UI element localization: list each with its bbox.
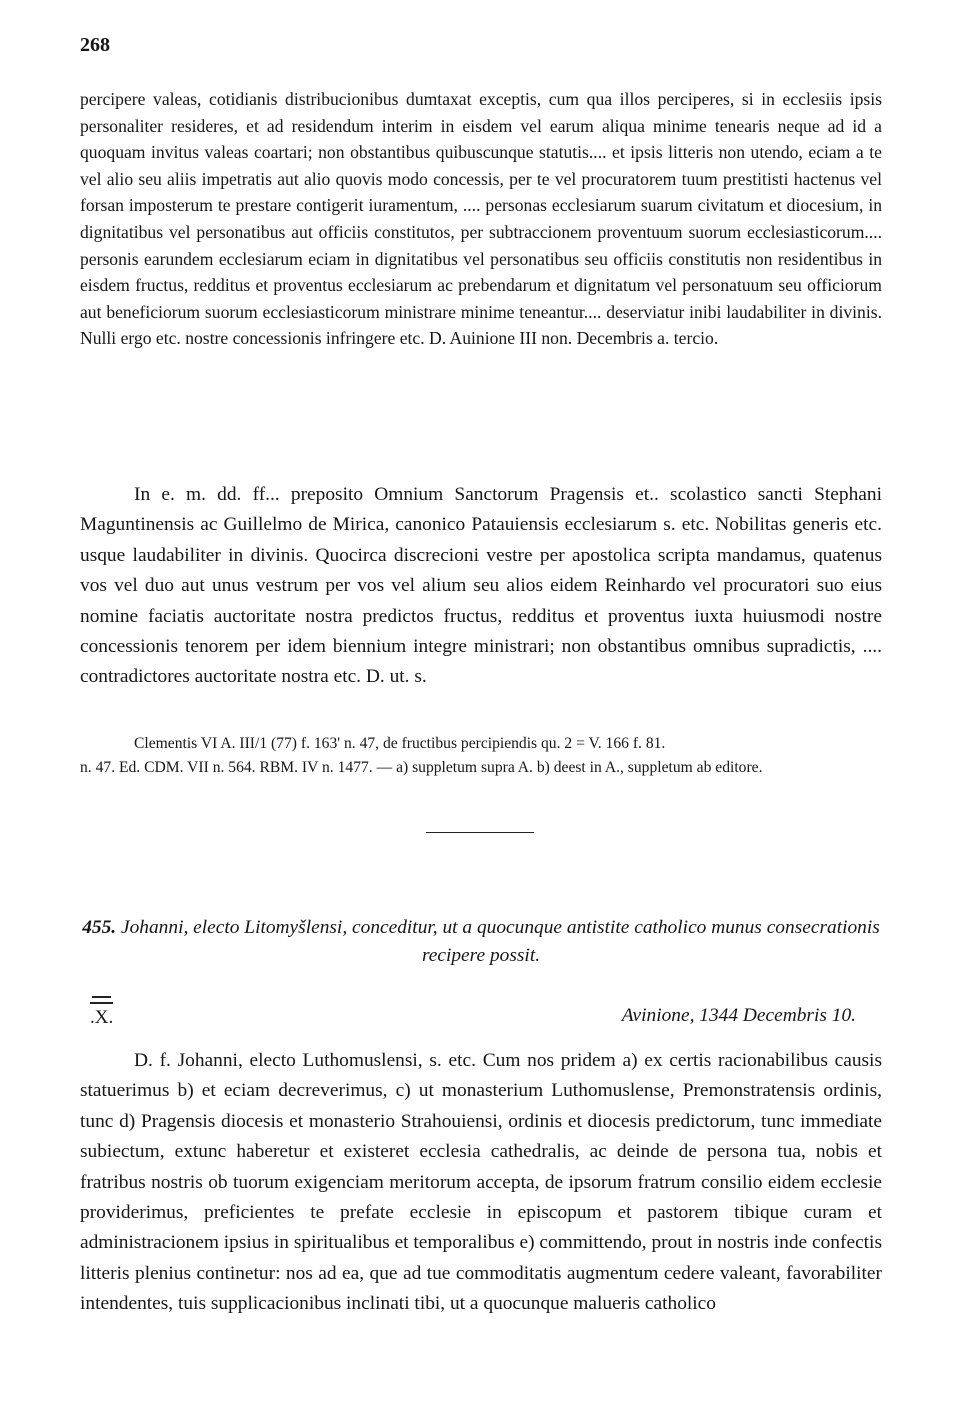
paragraph-mandate-text: In e. m. dd. ff... preposito Omnium Sanctorum Pragensis et.. scolastico sancti Stephani Maguntinensis ac Guillelmo de Mirica, canonico Patauiensis ecclesiarum s. etc. Nobilitas generis etc. usque laudabiliter in divinis. Quocirca discrecioni vestre per apostolica scripta mandamus, quatenus vos vel duo aut unus vestrum per vos vel alium seu alios eidem Reinhardo vel procuratori suo eius nomine faciatis auctoritate nostra predictos fructus, redditus et proventus iuxta huiusmodi nostre concessionis tenorem per idem biennium integre ministrari; non obstantibus omnibus supradictis, .... contradictores auctoritate nostra etc. D. ut. s. [80,484,882,688]
paragraph-grant-text: D. f. Johanni, electo Luthomuslensi, s. etc. Cum nos pridem a) ex certis racionabilibus causis statuerimus b) et eciam decreverimus, c) ut monasterium Luthomuslense, Premonstratensis ordinis, tunc d) Pragensis diocesis et monasterio Strahouiensi, ordinis et diocesis predictorum, tunc immediate subiectum, extunc haberetur et existeret ecclesia cathedralis, ac deinde de persona tua, nobis et fratribus nostris ob tuorum exigenciam meritorum accepta, de ipsorum fratrum consilio eidem ecclesie providerimus, preficientes te prefate ecclesie in episcopum et pastorem tibique curam et administracionem ipsius in spiritualibus et temporalibus e) committendo, prout in nostris inde confectis litteris plenius continetur: nos ad ea, que ad tue commoditatis augmentum cedere valeant, favorabiliter intendentes, tuis supplicacionibus inclinati tibi, ut a quocunque malueris catholico [80,1050,882,1315]
paragraph-grant [80,1046,882,1320]
footnote-first-line: Clementis VI A. III/1 (77) f. 163' n. 47, de fructibus percipiendis qu. 2 = V. 166 f. 81. [134,735,666,752]
register-mark: .X. [90,1002,113,1028]
footnote-continuation: n. 47. Ed. CDM. VII n. 564. RBM. IV n. 1477. — a) suppletum supra A. b) deest in A., suppletum ab editore. [80,759,763,776]
document-number: 455. [82,917,117,938]
page-number: 268 [80,34,110,56]
paragraph-mandate [80,480,882,693]
document-title: Johanni, electo Litomyšlensi, conceditur, ut a quocunque antistite catholico munus consecrationis recipere possit. [120,917,880,966]
dateline-row [80,996,882,1036]
document-heading [80,914,882,970]
paragraph-letter-body: percipere valeas, cotidianis distribucionibus dumtaxat exceptis, cum qua illos perciperes, si in ecclesiis ipsis personaliter resideres, et ad residendum interim in eisdem vel earum aliqua minime tenearis neque ad id a quoquam invitus valeas coartari; non obstantibus quibuscunque statutis.... et ipsis litteris non utendo, eciam a te vel alio seu aliis impetratis aut alio quovis modo concessis, per te vel procuratorem tuum prestitisti hactenus vel forsan imposterum te prestare contigerit iuramentum, .... personas ecclesiarum suarum civitatum et diocesium, in dignitatibus vel personatibus aut officiis constitutos, per subtraccionem proventuum suorum ecclesiasticorum.... personis earundem ecclesiarum eciam in dignitatibus vel personatibus seu officiis constitutis non residentibus in eisdem fructus, redditus et proventus ecclesiarum ac prebendarum et dignitatum vel personatuum seu officiorum aut beneficiorum suorum ecclesiasticorum ministrare minime teneantur.... deserviatur inibi laudabiliter in divinis. Nulli ergo etc. nostre concessionis infringere etc. D. Auinione III non. Decembris a. tercio. [80,89,882,349]
place-date: Avinione, 1344 Decembris 10. [621,1005,856,1026]
section-divider [426,832,534,833]
footnote [80,732,882,780]
